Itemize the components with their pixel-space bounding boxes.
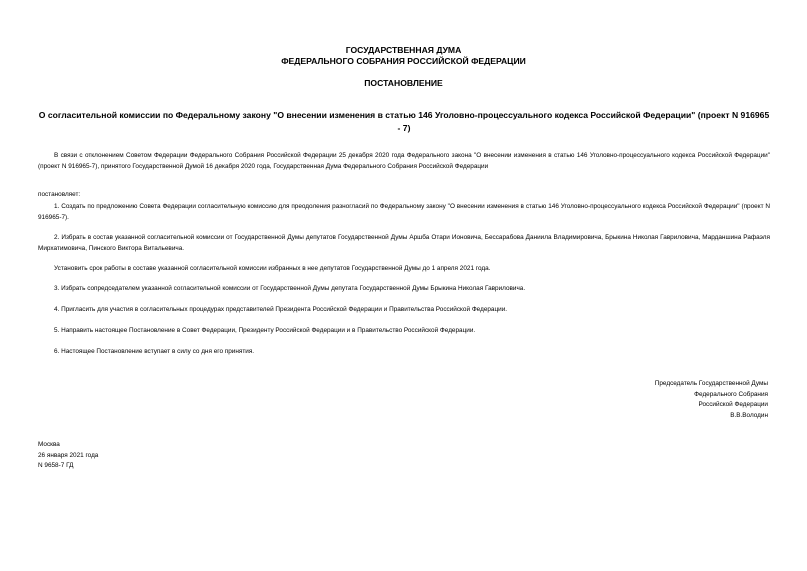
doc-type-heading: ПОСТАНОВЛЕНИЕ (364, 78, 443, 88)
item-2-term-paragraph: Установить срок работы в составе указанной согласительной комиссии избранных в нее депутатов Государственной Думы до 1 апреля 2021 года. (54, 265, 491, 272)
document-number: N 9658-7 ГД (38, 462, 74, 469)
preamble-paragraph: В связи с отклонением Советом Федерации Федерального Собрания Российской Федерации 25 декабря 2020 года Федерального закона "О внесении изменения в статью 146 Уголовно-процессуального кодекса Российской Федерации" (проект N 916965-7), принятого Государственной Думой 16 декабря 2020 года, Государственная Дума Федерального Собрания Российской Федерации (38, 152, 770, 170)
signatory-title-line1: Председатель Государственной Думы (654, 380, 768, 387)
item-2-paragraph: 2. Избрать в состав указанной согласительной комиссии от Государственной Думы депутатов Государственной Думы Аршба Отари Ионовича, Бессарабова Даниила Владимировича, Брыкина Николая Гавриловича, Марданшина Рафаэля Мирхатимовича, Пинского Виктора Витальевича. (38, 234, 770, 252)
issue-date: 26 января 2021 года (38, 451, 99, 459)
org-name-line2: ФЕДЕРАЛЬНОГО СОБРАНИЯ РОССИЙСКОЙ ФЕДЕРАЦИИ (281, 56, 526, 66)
signature-block (528, 379, 768, 421)
signatory-name: В.В.Володин (730, 411, 768, 419)
item-5-paragraph: 5. Направить настоящее Постановление в Совет Федерации, Президенту Российской Федерации и в Правительство Российской Федерации. (54, 327, 476, 334)
resolution-title: О согласительной комиссии по Федеральному закону "О внесении изменения в статью 146 Уголовно-процессуального кодекса Российской Федерации" (проект N 916965 - 7) (38, 110, 770, 133)
issue-city: Москва (38, 441, 60, 448)
signatory-title-line3: Российской Федерации (698, 401, 768, 408)
item-3-paragraph: 3. Избрать сопредседателем указанной согласительной комиссии от Государственной Думы депутата Государственной Думы Брыкина Николая Гавриловича. (54, 285, 526, 292)
item-1-paragraph: 1. Создать по предложению Совета Федерации согласительную комиссию для преодоления разногласий по Федеральному закону "О внесении изменения в статью 146 Уголовно-процессуального кодекса Российской Федерации" (проект N 916965-7). (38, 203, 770, 221)
signatory-title-line2: Федерального Собрания (694, 390, 768, 398)
item-6-paragraph: 6. Настоящее Постановление вступает в силу со дня его принятия. (54, 348, 255, 355)
item-4-paragraph: 4. Пригласить для участия в согласительных процедурах представителей Президента Российской Федерации и Правительства Российской Федерации. (54, 306, 508, 313)
org-name-line1: ГОСУДАРСТВЕННАЯ ДУМА (345, 45, 462, 55)
resolves-label: постановляет: (38, 191, 81, 198)
issue-details (38, 440, 98, 472)
